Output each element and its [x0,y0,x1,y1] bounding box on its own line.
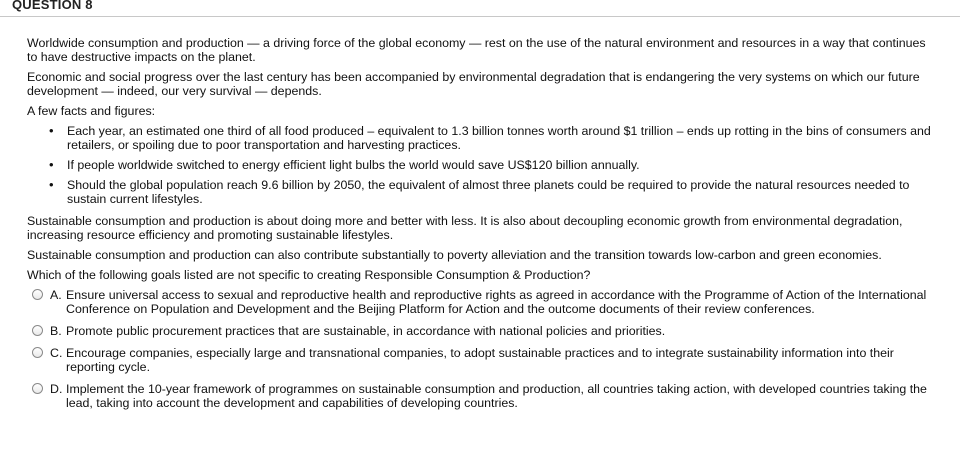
option-text: Promote public procurement practices that are sustainable, in accordance with national policies and priorities. [66,324,666,338]
option-text: Implement the 10-year framework of programmes on sustainable consumption and production, all countries taking action, with developed countries taking the lead, taking into account the development and capabilities of developing countries. [66,382,927,410]
body-paragraph-3: Sustainable consumption and production is about doing more and better with less. It is also about decoupling economic growth from environmental degradation, increasing resource efficiency and promoting sustainable lifestyles. [27,214,903,242]
answer-option-b[interactable] [27,324,927,338]
radio-button-b[interactable] [32,325,43,336]
question-header [0,0,960,17]
bullet-icon: • [49,157,54,172]
option-letter: B. [50,324,62,338]
option-letter: D. [50,382,63,396]
answer-option-c[interactable] [27,346,927,374]
option-letter: C. [50,346,63,360]
radio-button-d[interactable] [32,383,43,394]
question-content [27,36,931,418]
facts-label: A few facts and figures: [27,104,156,118]
question-title: QUESTION 8 [12,0,93,12]
answer-option-a[interactable] [27,288,927,316]
fact-item [41,158,941,172]
fact-text: If people worldwide switched to energy efficient light bulbs the world would save US$120 billion annually. [67,158,640,172]
bullet-icon: • [49,123,54,138]
option-letter: A. [50,288,62,302]
radio-button-c[interactable] [32,347,43,358]
fact-item [41,178,941,206]
intro-paragraph-2: Economic and social progress over the last century has been accompanied by environmental degradation that is endangering the very systems on which our future development — indeed, our very survival — depends. [27,70,920,98]
facts-list [41,124,941,206]
bullet-icon: • [49,177,54,192]
question-prompt: Which of the following goals listed are not specific to creating Responsible Consumption & Production? [27,268,591,282]
radio-button-a[interactable] [32,289,43,300]
body-paragraph-4: Sustainable consumption and production can also contribute substantially to poverty alleviation and the transition towards low-carbon and green economies. [27,248,882,262]
fact-text: Each year, an estimated one third of all food produced – equivalent to 1.3 billion tonnes worth around $1 trillion – ends up rotting in the bins of consumers and retailers, or spoiling due to poor transportation and harvesting practices. [67,124,931,152]
fact-item [41,124,941,152]
fact-text: Should the global population reach 9.6 billion by 2050, the equivalent of almost three planets could be required to provide the natural resources needed to sustain current lifestyles. [67,178,910,206]
option-text: Ensure universal access to sexual and reproductive health and reproductive rights as agreed in accordance with the Programme of Action of the International Conference on Population and Development and the Beijing Platform for Action and the outcome documents of their review conferences. [66,288,927,316]
answer-option-d[interactable] [27,382,927,410]
intro-paragraph-1: Worldwide consumption and production — a driving force of the global economy — rest on the use of the natural environment and resources in a way that continues to have destructive impacts on the planet. [27,36,926,64]
answer-options [27,288,927,410]
option-text: Encourage companies, especially large and transnational companies, to adopt sustainable practices and to integrate sustainability information into their reporting cycle. [66,346,894,374]
